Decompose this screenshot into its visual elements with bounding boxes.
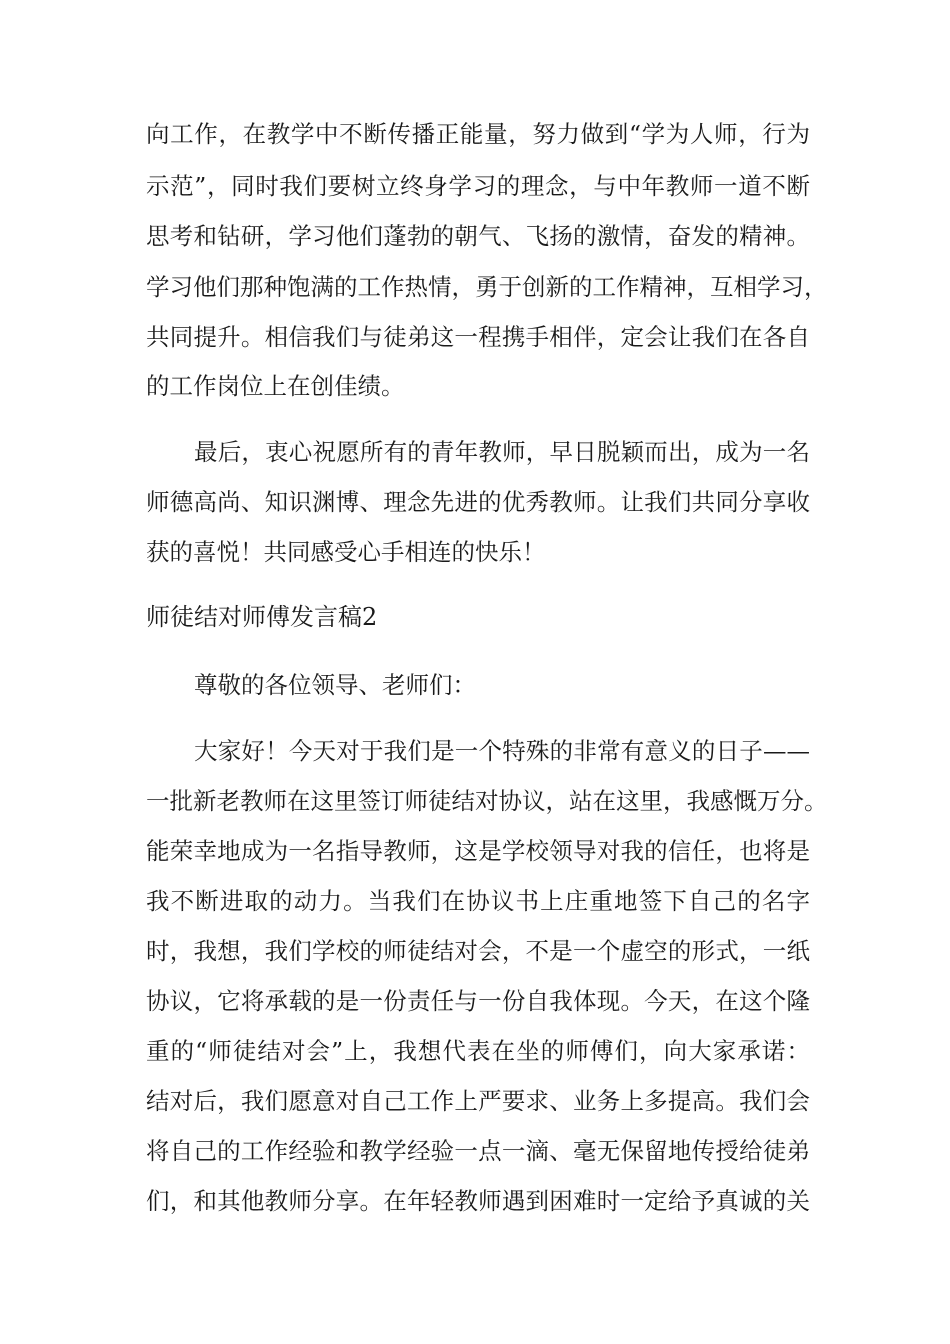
salutation-line: 尊敬的各位领导、老师们： [194, 671, 476, 699]
paragraph-line: 结对后，我们愿意对自己工作上严要求、业务上多提高。我们会 [146, 1087, 810, 1115]
paragraph-line: 我不断进取的动力。当我们在协议书上庄重地签下自己的名字 [146, 887, 810, 915]
paragraph-line: 获的喜悦！共同感受心手相连的快乐！ [146, 538, 546, 566]
paragraph-line: 能荣幸地成为一名指导教师，这是学校领导对我的信任，也将是 [146, 837, 810, 865]
paragraph-line: 一批新老教师在这里签订师徒结对协议，站在这里，我感慨万分。 [146, 787, 828, 815]
paragraph-line: 思考和钻研，学习他们蓬勃的朝气、飞扬的激情，奋发的精神。 [146, 222, 810, 250]
paragraph-line: 时，我想，我们学校的师徒结对会，不是一个虚空的形式，一纸 [146, 937, 810, 965]
paragraph-line: 共同提升。相信我们与徒弟这一程携手相伴，定会让我们在各自 [146, 323, 810, 351]
paragraph-line: 将自己的工作经验和教学经验一点一滴、毫无保留地传授给徒弟 [146, 1137, 810, 1165]
section-heading: 师徒结对师傅发言稿2 [146, 603, 378, 631]
paragraph-line: 学习他们那种饱满的工作热情，勇于创新的工作精神，互相学习， [146, 273, 828, 301]
paragraph-line: 们，和其他教师分享。在年轻教师遇到困难时一定给予真诚的关 [146, 1187, 810, 1215]
paragraph-line: 重的“师徒结对会”上，我想代表在坐的师傅们，向大家承诺： [146, 1037, 810, 1065]
paragraph-line: 的工作岗位上在创佳绩。 [146, 372, 405, 400]
paragraph-line: 师德高尚、知识渊博、理念先进的优秀教师。让我们共同分享收 [146, 488, 810, 516]
paragraph-line: 协议，它将承载的是一份责任与一份自我体现。今天，在这个隆 [146, 987, 810, 1015]
paragraph-line: 最后，衷心祝愿所有的青年教师，早日脱颖而出，成为一名 [194, 438, 810, 466]
paragraph-line: 向工作，在教学中不断传播正能量，努力做到“学为人师，行为 [146, 120, 810, 148]
paragraph-line: 大家好！今天对于我们是一个特殊的非常有意义的日子—— [194, 737, 810, 765]
paragraph-line: 示范”，同时我们要树立终身学习的理念，与中年教师一道不断 [146, 172, 810, 200]
